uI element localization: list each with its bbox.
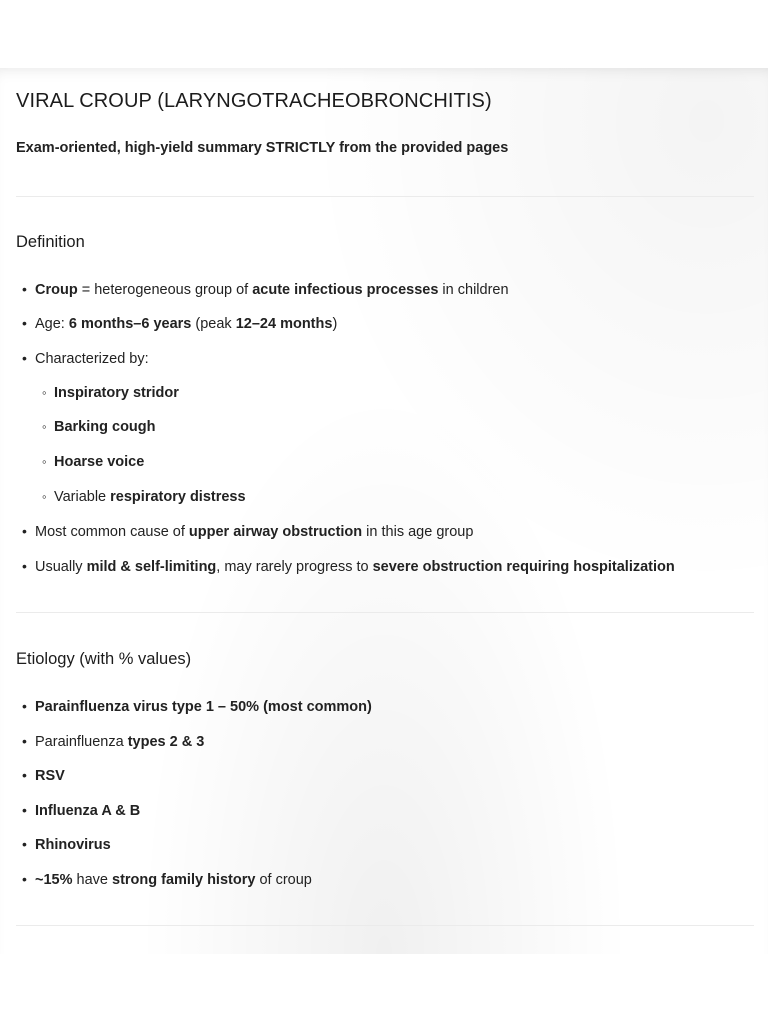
section-heading-etiology: Etiology (with % values) — [16, 650, 192, 668]
definition-item-age: • Age: 6 months–6 years (peak 12–24 months) — [22, 315, 338, 332]
document-page — [0, 68, 768, 954]
document-subtitle: Exam-oriented, high-yield summary STRICTLY from the provided pages — [16, 140, 509, 156]
bullet-icon: • — [22, 871, 27, 887]
etiology-item-family-history: • ~15% have strong family history of croup — [22, 871, 312, 888]
divider — [16, 196, 754, 197]
document-title: VIRAL CROUP (LARYNGOTRACHEOBRONCHITIS) — [16, 90, 492, 112]
bullet-icon: • — [22, 733, 27, 749]
divider — [16, 925, 754, 926]
definition-subitem-distress: ◦ Variable respiratory distress — [42, 489, 246, 505]
hollow-bullet-icon: ◦ — [42, 454, 47, 469]
definition-item-obstruction: • Most common cause of upper airway obstruction in this age group — [22, 523, 474, 540]
bullet-icon: • — [22, 315, 27, 331]
bullet-icon: • — [22, 802, 27, 818]
bullet-icon: • — [22, 767, 27, 783]
etiology-item-parainfluenza-1: • Parainfluenza virus type 1 – 50% (most common) — [22, 698, 372, 715]
bullet-icon: • — [22, 836, 27, 852]
definition-subitem-cough: ◦ Barking cough — [42, 419, 156, 435]
bullet-icon: • — [22, 523, 27, 539]
hollow-bullet-icon: ◦ — [42, 419, 47, 434]
etiology-item-rsv: • RSV — [22, 767, 65, 784]
definition-item-characterized: • Characterized by: — [22, 350, 149, 367]
etiology-item-rhinovirus: • Rhinovirus — [22, 836, 111, 853]
etiology-item-parainfluenza-2-3: • Parainfluenza types 2 & 3 — [22, 733, 205, 750]
definition-subitem-stridor: ◦ Inspiratory stridor — [42, 385, 179, 401]
etiology-item-influenza: • Influenza A & B — [22, 802, 141, 819]
definition-subitem-hoarse: ◦ Hoarse voice — [42, 454, 145, 470]
divider — [16, 612, 754, 613]
bullet-icon: • — [22, 281, 27, 297]
bullet-icon: • — [22, 698, 27, 714]
hollow-bullet-icon: ◦ — [42, 489, 47, 504]
bullet-icon: • — [22, 350, 27, 366]
hollow-bullet-icon: ◦ — [42, 385, 47, 400]
section-heading-definition: Definition — [16, 233, 85, 251]
definition-item-croup: • Croup = heterogeneous group of acute infectious processes in children — [22, 281, 509, 298]
definition-item-course: • Usually mild & self-limiting, may rarely progress to severe obstruction requiring hospitalization — [22, 558, 675, 575]
bullet-icon: • — [22, 558, 27, 574]
